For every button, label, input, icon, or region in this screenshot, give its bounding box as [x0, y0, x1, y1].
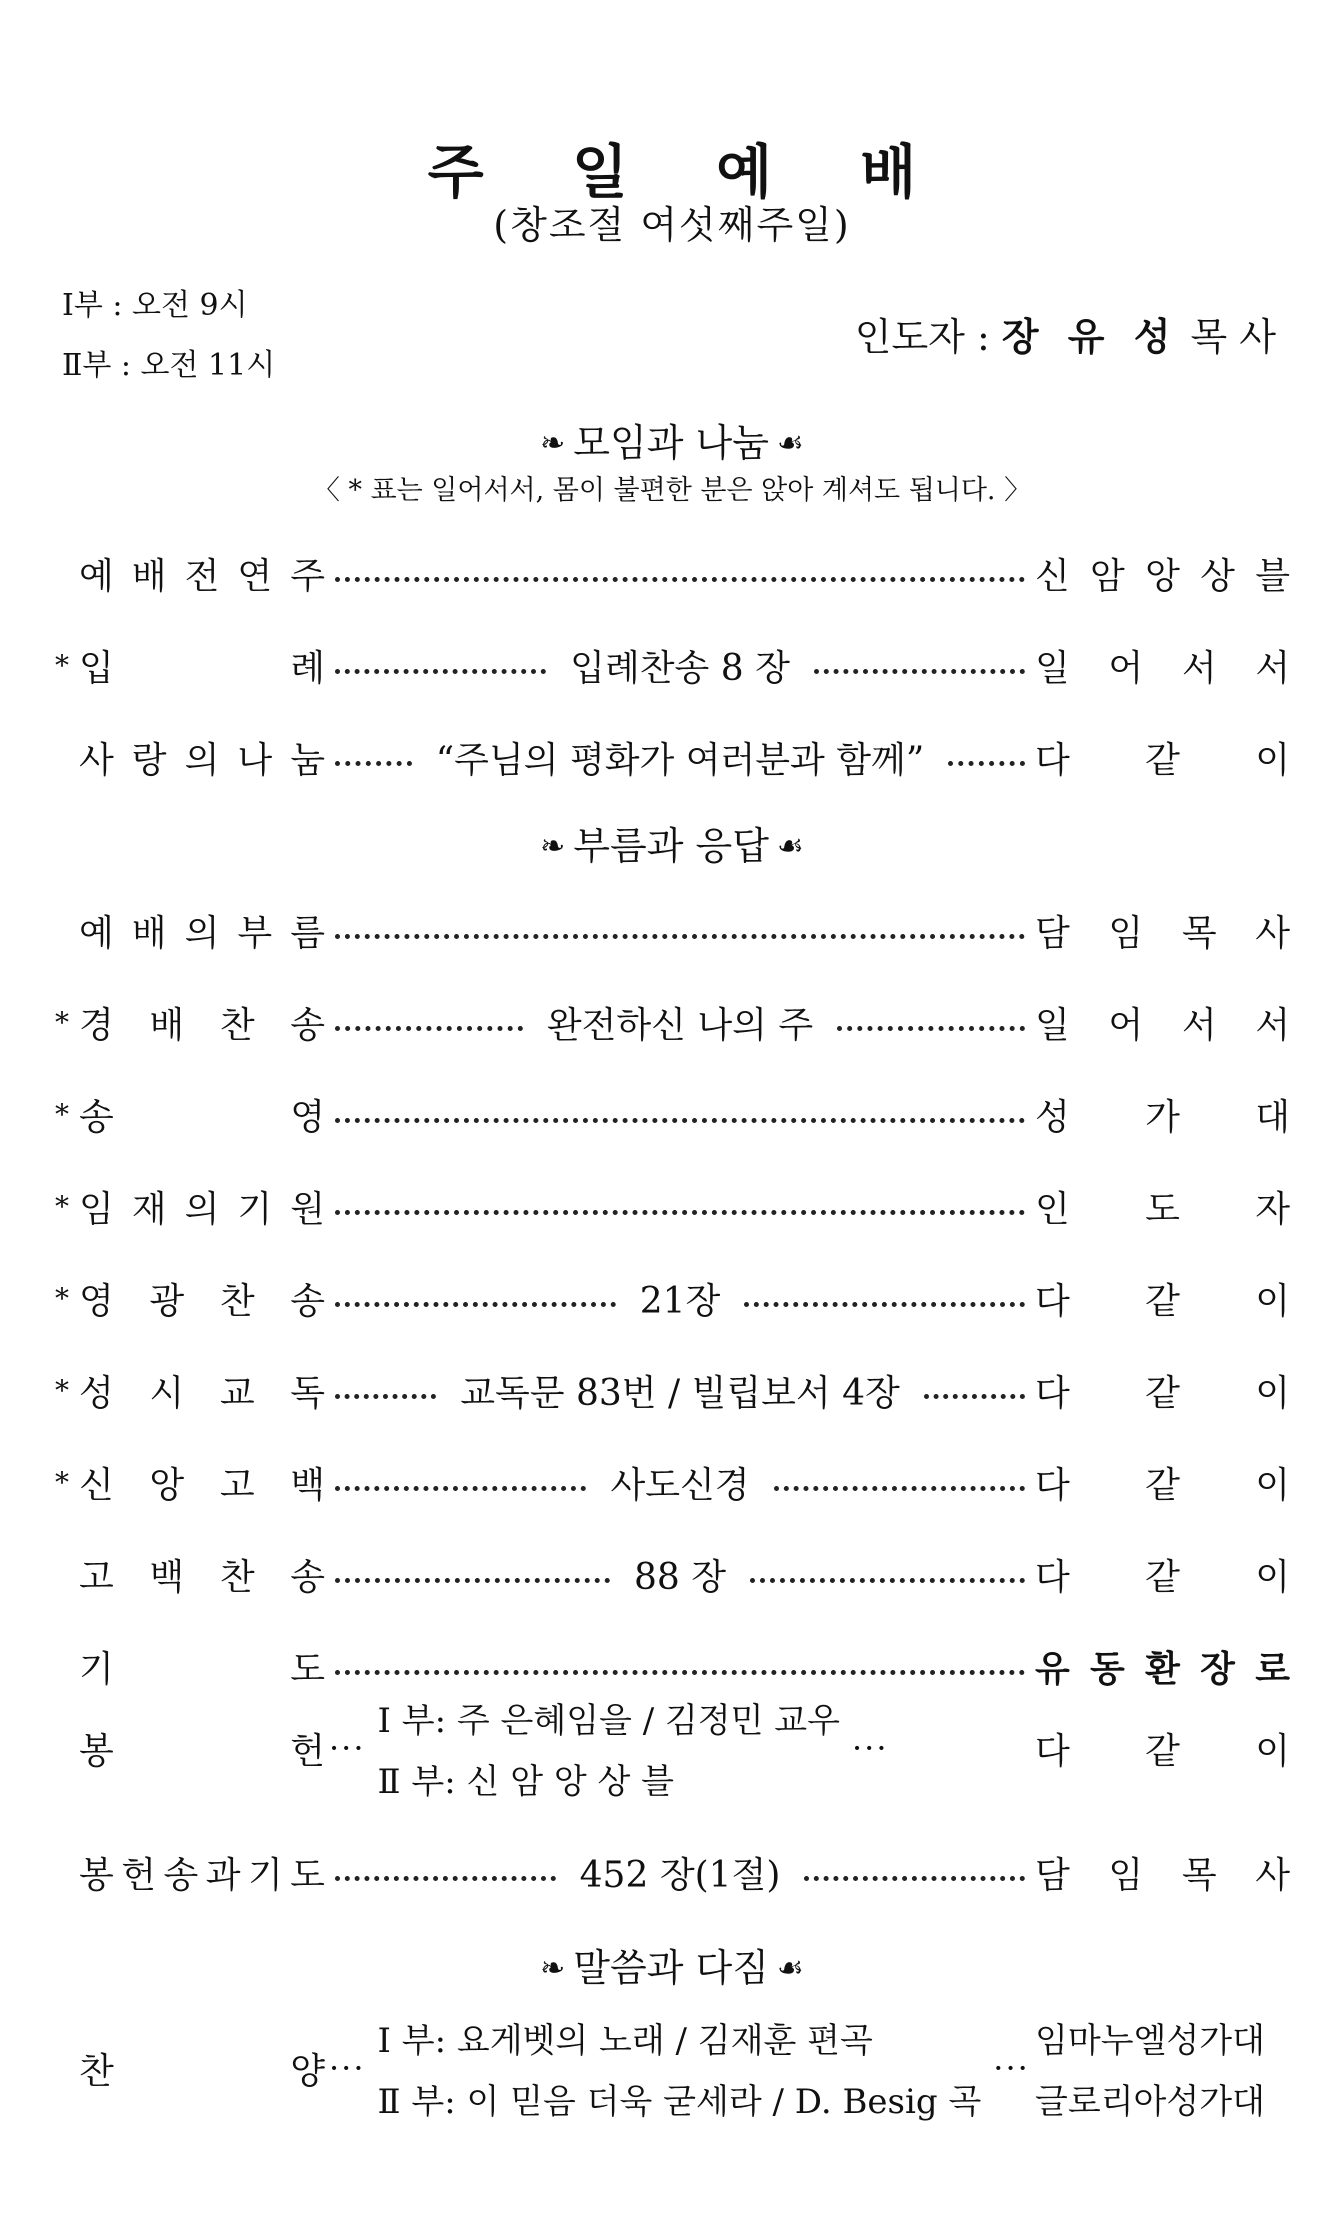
row-middle — [325, 1457, 1035, 1508]
row-label-text — [79, 2043, 325, 2094]
label-char: 백 — [290, 1464, 325, 1506]
row-label-text — [79, 1723, 325, 1774]
label-char: 과 — [205, 1854, 241, 1896]
leader-dots — [335, 761, 412, 766]
ornament-right-icon: ☙ — [776, 426, 804, 461]
leader-label: 인도자 : — [854, 315, 1002, 359]
label-char: 경 — [79, 1004, 114, 1046]
label-char: 도 — [290, 1854, 325, 1896]
row-performer — [1035, 1181, 1290, 1232]
ornament-left-icon: ❧ — [540, 829, 566, 864]
performer-char: 자 — [1255, 1188, 1290, 1230]
row-performer — [1035, 1457, 1290, 1508]
leader-dots — [924, 1394, 1025, 1399]
worship-row — [55, 1638, 1290, 1694]
row-label — [55, 1181, 325, 1232]
label-char: 임 — [79, 1188, 114, 1230]
label-char: 신 — [79, 1464, 114, 1506]
label-char: 름 — [290, 912, 325, 954]
performer-char: 다 — [1035, 1280, 1070, 1322]
row-performer — [1035, 997, 1290, 1048]
performer-char: 가 — [1145, 1096, 1180, 1138]
row-middle — [325, 732, 1035, 783]
performer-char: 사 — [1255, 912, 1290, 954]
performer-char: 서 — [1255, 647, 1290, 689]
performer-char: 이 — [1255, 1280, 1290, 1322]
performer-char: 같 — [1145, 1464, 1180, 1506]
label-char: 광 — [149, 1280, 185, 1322]
row-middle — [325, 1273, 1035, 1324]
service-time-2: Ⅱ부 : 오전 11시 — [62, 348, 276, 383]
row-middle — [325, 1365, 1035, 1416]
leader-dots — [744, 1302, 1025, 1307]
leader-dots — [335, 1210, 1025, 1215]
performer-char: 도 — [1145, 1188, 1180, 1230]
label-char: 찬 — [219, 1556, 255, 1598]
worship-row — [55, 1693, 1290, 1803]
label-char: 찬 — [79, 2050, 114, 2092]
row-performer — [1035, 1549, 1290, 1600]
performer-char: 이 — [1255, 739, 1290, 781]
performer-char: 블 — [1255, 555, 1290, 597]
row-detail: 입례찬송 8 장 — [570, 647, 790, 689]
performer-char: 사 — [1255, 1854, 1290, 1896]
label-char: 기 — [237, 1188, 273, 1230]
performer-char: 다 — [1035, 739, 1070, 781]
performer-char: 임 — [1108, 912, 1144, 954]
performer-char: 다 — [1035, 1730, 1070, 1772]
performer-char: 담 — [1035, 912, 1070, 954]
row-label-text — [79, 1273, 325, 1324]
performer-char: 이 — [1255, 1730, 1290, 1772]
row-middle — [325, 1658, 1035, 1675]
row-detail: 88 장 — [633, 1556, 727, 1598]
standing-mark: * — [55, 1281, 69, 1315]
performer-line: 임마누엘성가대 — [1035, 2021, 1265, 2061]
performer-char: 신 — [1035, 555, 1070, 597]
performer-char: 이 — [1255, 1556, 1290, 1598]
row-label-text — [79, 1641, 325, 1692]
leader-name: 장 유 성 — [1001, 315, 1179, 359]
worship-row — [55, 1178, 1290, 1234]
performer-char: 일 — [1035, 1004, 1070, 1046]
label-char: 송 — [290, 1556, 325, 1598]
label-char: 봉 — [79, 1854, 114, 1896]
performer-char: 앙 — [1145, 555, 1180, 597]
section-title: 부름과 응답 — [573, 824, 769, 868]
row-performer — [1035, 1847, 1290, 1898]
label-char: 사 — [79, 739, 114, 781]
row-label-text — [79, 640, 325, 691]
performer-char: 장 — [1200, 1648, 1235, 1690]
worship-leader — [855, 306, 1276, 361]
row-middle — [325, 640, 1035, 691]
section-title: 모임과 나눔 — [573, 421, 769, 465]
worship-row — [55, 1086, 1290, 1142]
section-title: 말씀과 다짐 — [573, 1946, 769, 1990]
row-label — [55, 997, 325, 1048]
standing-mark: * — [55, 1005, 69, 1039]
performer-char: 암 — [1090, 555, 1125, 597]
row-detail-lines — [370, 1693, 848, 1803]
row-performer — [1035, 2013, 1290, 2123]
row-performer — [1035, 1089, 1290, 1140]
performer-char: 같 — [1145, 1372, 1180, 1414]
leader-dots: ··· — [993, 2049, 1030, 2087]
performer-char: 서 — [1181, 647, 1217, 689]
leader-dots — [837, 1026, 1025, 1031]
row-label — [55, 1549, 325, 1600]
label-char: 고 — [219, 1464, 255, 1506]
leader-dots — [948, 761, 1025, 766]
standing-mark: * — [55, 1097, 69, 1131]
detail-line: Ⅰ 부: 주 은혜임을 / 김정민 교우 — [377, 1701, 840, 1741]
row-middle — [325, 1847, 1035, 1898]
section-heading-call — [0, 815, 1344, 870]
performer-char: 같 — [1145, 1280, 1180, 1322]
label-char: 봉 — [79, 1730, 114, 1772]
label-char: 의 — [184, 739, 220, 781]
performer-char: 같 — [1145, 1556, 1180, 1598]
worship-row — [55, 1454, 1290, 1510]
row-performer — [1035, 640, 1290, 691]
row-label-text — [79, 1089, 325, 1140]
row-middle — [325, 1198, 1035, 1215]
section-heading-word — [0, 1937, 1344, 1992]
worship-row — [55, 1844, 1290, 1900]
leader-dots — [335, 1118, 1025, 1123]
label-char: 헌 — [121, 1854, 157, 1896]
row-label-text — [79, 1457, 325, 1508]
row-label — [55, 1847, 325, 1898]
row-label — [55, 640, 325, 691]
worship-row — [55, 1362, 1290, 1418]
row-performer — [1035, 1365, 1290, 1416]
standing-mark: * — [55, 1373, 69, 1407]
performer-char: 같 — [1145, 739, 1180, 781]
service-time-1: Ⅰ부 : 오전 9시 — [62, 288, 248, 323]
label-char: 독 — [290, 1372, 325, 1414]
row-detail: 교독문 83번 / 빌립보서 4장 — [460, 1372, 900, 1414]
row-performer — [1035, 548, 1290, 599]
row-middle — [325, 2013, 1035, 2123]
label-char: 찬 — [219, 1280, 255, 1322]
row-label-text — [79, 905, 325, 956]
label-char: 백 — [149, 1556, 185, 1598]
performer-char: 인 — [1035, 1188, 1070, 1230]
row-label — [55, 1273, 325, 1324]
label-char: 기 — [247, 1854, 283, 1896]
performer-char: 같 — [1145, 1730, 1180, 1772]
performer-char: 일 — [1035, 647, 1070, 689]
row-label — [55, 732, 325, 783]
label-char: 도 — [290, 1648, 325, 1690]
ornament-right-icon: ☙ — [776, 829, 804, 864]
label-char: 예 — [79, 912, 114, 954]
row-detail: “주님의 평화가 여러분과 함께” — [435, 739, 925, 781]
row-performer — [1035, 1641, 1290, 1692]
leader-dots — [335, 577, 1025, 582]
row-label — [55, 548, 325, 599]
leader-dots — [750, 1578, 1025, 1583]
row-label — [55, 1365, 325, 1416]
label-char: 기 — [79, 1648, 114, 1690]
leader-dots — [335, 1670, 1025, 1675]
label-char: 전 — [184, 555, 220, 597]
worship-row — [55, 2013, 1290, 2123]
ornament-left-icon: ❧ — [540, 426, 566, 461]
detail-line: Ⅱ 부: 신 암 앙 상 블 — [377, 1762, 674, 1802]
row-label — [55, 2043, 325, 2094]
leader-dots: ··· — [329, 2049, 366, 2087]
row-label-text — [79, 1549, 325, 1600]
performer-char: 어 — [1108, 1004, 1144, 1046]
leader-dots — [335, 1876, 556, 1881]
worship-row — [55, 545, 1290, 601]
row-label — [55, 1457, 325, 1508]
label-char: 교 — [219, 1372, 255, 1414]
row-performer — [1035, 732, 1290, 783]
label-char: 례 — [290, 647, 325, 689]
label-char: 나 — [237, 739, 273, 781]
standing-mark: * — [55, 1189, 69, 1223]
leader-dots: ··· — [329, 1729, 366, 1767]
label-char: 영 — [290, 1096, 325, 1138]
worship-row — [55, 1546, 1290, 1602]
leader-dots — [774, 1486, 1025, 1491]
performer-char: 로 — [1255, 1648, 1290, 1690]
label-char: 눔 — [290, 739, 325, 781]
row-middle — [325, 565, 1035, 582]
label-char: 배 — [131, 912, 167, 954]
performer-char: 대 — [1255, 1096, 1290, 1138]
ornament-right-icon: ☙ — [776, 1951, 804, 1986]
performer-char: 어 — [1108, 647, 1144, 689]
standing-mark: * — [55, 648, 69, 682]
leader-dots — [335, 1394, 436, 1399]
detail-line: Ⅱ 부: 이 믿음 더욱 굳세라 / D. Besig 곡 — [377, 2082, 982, 2122]
leader-dots — [335, 1486, 586, 1491]
row-detail: 사도신경 — [610, 1464, 750, 1506]
standing-mark: * — [55, 1465, 69, 1499]
performer-char: 이 — [1255, 1464, 1290, 1506]
performer-char: 다 — [1035, 1556, 1070, 1598]
row-label — [55, 1723, 325, 1774]
label-char: 송 — [290, 1280, 325, 1322]
performer-char: 목 — [1181, 912, 1217, 954]
row-performer — [1035, 1723, 1290, 1774]
row-middle — [325, 1549, 1035, 1600]
label-char: 송 — [290, 1004, 325, 1046]
label-char: 찬 — [219, 1004, 255, 1046]
label-char: 영 — [79, 1280, 114, 1322]
label-char: 재 — [131, 1188, 167, 1230]
performer-char: 임 — [1108, 1854, 1144, 1896]
label-char: 앙 — [149, 1464, 185, 1506]
worship-row — [55, 637, 1290, 693]
row-label-text — [79, 1847, 325, 1898]
label-char: 입 — [79, 647, 114, 689]
row-label-text — [79, 1365, 325, 1416]
worship-row — [55, 994, 1290, 1050]
performer-char: 환 — [1145, 1648, 1180, 1690]
leader-title: 목 사 — [1178, 315, 1276, 359]
worship-row — [55, 729, 1290, 785]
leader-dots — [335, 1302, 616, 1307]
performer-char: 다 — [1035, 1464, 1070, 1506]
leader-dots — [804, 1876, 1025, 1881]
performer-char: 서 — [1255, 1004, 1290, 1046]
label-char: 예 — [79, 555, 114, 597]
label-char: 랑 — [131, 739, 167, 781]
page-title: 주 일 예 배 — [427, 138, 951, 206]
label-char: 송 — [163, 1854, 199, 1896]
page-subtitle: (창조절 여섯째주일) — [493, 203, 851, 247]
worship-row — [55, 1270, 1290, 1326]
label-char: 고 — [79, 1556, 114, 1598]
label-char: 양 — [290, 2050, 325, 2092]
performer-char: 유 — [1035, 1648, 1070, 1690]
label-char: 연 — [237, 555, 273, 597]
row-detail-lines — [370, 2013, 990, 2123]
label-char: 배 — [131, 555, 167, 597]
performer-char: 이 — [1255, 1372, 1290, 1414]
row-label-text — [79, 1181, 325, 1232]
row-detail: 21장 — [639, 1280, 721, 1322]
row-label-text — [79, 548, 325, 599]
performer-char: 담 — [1035, 1854, 1070, 1896]
leader-dots — [335, 1578, 610, 1583]
row-label — [55, 905, 325, 956]
label-char: 성 — [79, 1372, 114, 1414]
worship-row — [55, 902, 1290, 958]
row-middle — [325, 1693, 1035, 1803]
label-char: 헌 — [290, 1730, 325, 1772]
performer-char: 상 — [1200, 555, 1235, 597]
row-middle — [325, 922, 1035, 939]
label-char: 의 — [184, 912, 220, 954]
label-char: 부 — [237, 912, 273, 954]
leader-dots — [335, 934, 1025, 939]
label-char: 배 — [149, 1004, 185, 1046]
performer-char: 동 — [1090, 1648, 1125, 1690]
performer-char: 다 — [1035, 1372, 1070, 1414]
row-detail: 452 장(1절) — [579, 1854, 781, 1896]
row-detail: 완전하신 나의 주 — [546, 1004, 814, 1046]
label-char: 주 — [290, 555, 325, 597]
row-label — [55, 1641, 325, 1692]
ornament-left-icon: ❧ — [540, 1951, 566, 1986]
leader-dots — [335, 669, 546, 674]
label-char: 의 — [184, 1188, 220, 1230]
leader-dots — [335, 1026, 523, 1031]
label-char: 원 — [290, 1188, 325, 1230]
performer-char: 목 — [1181, 1854, 1217, 1896]
row-performer — [1035, 905, 1290, 956]
performer-line: 글로리아성가대 — [1035, 2082, 1265, 2122]
row-label-text — [79, 997, 325, 1048]
label-char: 시 — [149, 1372, 185, 1414]
performer-char: 서 — [1181, 1004, 1217, 1046]
row-middle — [325, 1106, 1035, 1123]
label-char: 송 — [79, 1096, 114, 1138]
detail-line: Ⅰ 부: 요게벳의 노래 / 김재훈 편곡 — [377, 2021, 873, 2061]
section-heading-gathering — [0, 412, 1344, 467]
row-label-text — [79, 732, 325, 783]
leader-dots: ··· — [852, 1729, 889, 1767]
row-label — [55, 1089, 325, 1140]
performer-char: 성 — [1035, 1096, 1070, 1138]
row-middle — [325, 997, 1035, 1048]
row-performer — [1035, 1273, 1290, 1324]
leader-dots — [814, 669, 1025, 674]
standing-note: 〈 * 표는 일어서서, 몸이 불편한 분은 앉아 계셔도 됩니다. 〉 — [312, 475, 1032, 506]
